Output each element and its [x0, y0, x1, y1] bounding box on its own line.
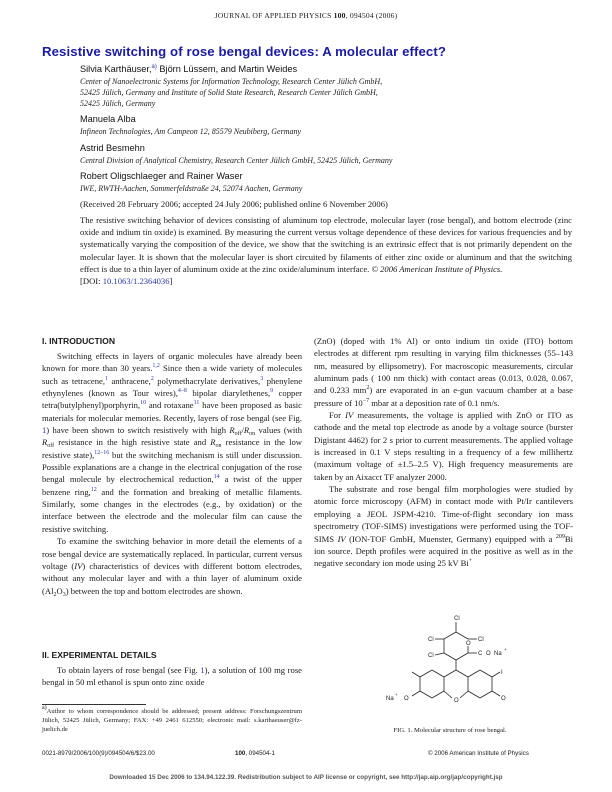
- author-footnote-link[interactable]: a): [151, 64, 157, 70]
- citation-link[interactable]: 1,2: [152, 363, 160, 370]
- math-sub: off: [234, 431, 242, 438]
- math: R: [243, 425, 250, 436]
- footnote-divider: [42, 704, 146, 705]
- figure-1-molecular-structure: [380, 610, 540, 705]
- affiliation-1: [80, 76, 382, 110]
- text: resistance in the high resistive state and: [54, 437, 211, 448]
- math: R: [229, 425, 235, 436]
- left-column-continued: [42, 664, 302, 689]
- text: Bi ion source. Depth profiles were acquired in the positive as well as in the negative secondary ion mode using 25 kV Bi: [314, 533, 574, 569]
- citation-link[interactable]: 10: [140, 400, 147, 407]
- text: ), a solution of 100 mg rose bengal in 50 ml ethanol is spun onto zinc oxide: [42, 665, 302, 688]
- author-names: Silvia Karthäuser,: [80, 64, 152, 74]
- text: anthracene,: [107, 375, 151, 386]
- c-label: C: [478, 651, 483, 657]
- author-line-2: Manuela Alba: [80, 114, 136, 124]
- math-sub: on: [215, 443, 222, 450]
- footer-copyright: © 2006 American Institute of Physics: [428, 750, 529, 757]
- citation-link[interactable]: 4–8: [177, 388, 187, 395]
- affiliation-line: Center of Nanoelectronic Systems for Information Technology, Research Center Jülich GmbH,: [80, 77, 383, 86]
- text: The substrate and rose bengal film morphologies were studied by atomic force microscopy (AFM) in contact mode with Pt/Ir cantilevers employing a JEOL JSPM-4210. Time-of-flight secondary ion mass spectrometry (TOF-SIMS) investigations were performed using the TOF-SIMS: [314, 484, 573, 544]
- experimental-paragraph-2: [314, 409, 573, 483]
- citation-link[interactable]: 12–16: [94, 449, 110, 456]
- experimental-paragraph-1: [42, 664, 302, 689]
- superscript: 2: [366, 385, 370, 392]
- superscript: −7: [362, 397, 370, 404]
- text: a twist of the upper benzene ring,: [42, 474, 302, 497]
- figure-1-caption: FIG. 1. Molecular structure of rose bengal.: [393, 727, 507, 734]
- citation-link[interactable]: 12: [90, 486, 97, 493]
- superscript: +: [468, 558, 473, 565]
- rose-bengal-structure-icon: [380, 610, 540, 705]
- na-label: Na: [386, 696, 394, 702]
- math-sub: off: [47, 443, 55, 450]
- intro-paragraph-2: [42, 535, 302, 597]
- author-names-rest: Björn Lüssem, and Martin Weides: [156, 64, 298, 74]
- figure-link[interactable]: 1: [200, 665, 205, 675]
- figure-link[interactable]: 1: [42, 425, 47, 436]
- superscript: 209: [555, 533, 565, 540]
- received-dates: (Received 28 February 2006; accepted 24 July 2006; published online 6 November 2006): [80, 199, 388, 209]
- math: R: [210, 437, 216, 448]
- affiliation-2: Infineon Technologies, Am Campeon 12, 85579 Neubiberg, Germany: [80, 127, 302, 136]
- affiliation-3: Central Division of Analytical Chemistry, Research Center Jülich GmbH, 52425 Jülich, Germany: [80, 156, 393, 165]
- journal-volume: 100: [333, 11, 346, 20]
- affiliation-line: 52425 Jülich, Germany: [80, 99, 156, 109]
- citation-link[interactable]: 2: [150, 375, 154, 382]
- abstract-text: The resistive switching behavior of devices consisting of aluminum top electrode, molecular layer (rose bengal), and bottom electrode (zinc oxide and indium tin oxide) is examined. By measuring the current versus voltage dependence of these devices for various frequencies and by systematically varying the composition of the device, we show that the switching is an extrinsic effect that is not primarily dependent on the molecular layer. It is shown that the molecular layer is short circuited by filaments of either zinc oxide or aluminum and that the switching effect is due to a thin layer of aluminum oxide at the zinc oxide/aluminum interface.: [80, 215, 572, 274]
- o-label: O: [404, 696, 409, 702]
- na-label: Na: [494, 651, 502, 657]
- text: phenylene ethynylenes (known as Tour wires),: [42, 375, 303, 399]
- citation-link[interactable]: 11: [193, 400, 200, 407]
- text: To examine the switching behavior in more detail the elements of a rose bengal device are systematically replaced. In particular, current versus voltage (: [42, 536, 302, 571]
- text: polymethacrylate derivatives,: [153, 375, 261, 386]
- math: IV: [74, 560, 83, 571]
- left-column: [42, 350, 302, 597]
- cl-label: Cl: [428, 653, 434, 659]
- text: resistance in the low resistive state),: [42, 437, 302, 460]
- o-label: O: [501, 696, 506, 702]
- charge-label: +: [504, 647, 507, 652]
- math-sub: on: [249, 431, 256, 438]
- math-sub: 2: [53, 591, 57, 598]
- math: IV: [337, 533, 346, 544]
- footnote-mark: a): [42, 705, 47, 711]
- abstract: [80, 214, 572, 287]
- doi-suffix: ]: [169, 276, 173, 287]
- cl-label: Cl: [454, 616, 460, 622]
- experimental-paragraph-3: [314, 483, 573, 569]
- text: have been proposed as basic materials for molecular memories. Recently, layers of rose bengal (see Fig.: [42, 400, 302, 423]
- i-label: I: [501, 670, 503, 676]
- footer-code: 0021-8979/2006/100(9)/094504/6/$23.00: [42, 750, 155, 757]
- text: Switching effects in layers of organic molecules have already been known for more than 30 years.: [42, 351, 302, 374]
- author-line-4: Robert Oligschlaeger and Rainer Waser: [80, 171, 243, 181]
- text: bipolar diarylethenes,: [186, 388, 271, 399]
- download-notice: Downloaded 15 Dec 2006 to 134.94.122.39. Redistribution subject to AIP license or copyright, see http://jap.aip.org/jap/copyright.jsp: [109, 774, 503, 781]
- text: /: [241, 425, 244, 436]
- right-column: [314, 335, 573, 570]
- math-sub: 3: [62, 591, 66, 598]
- text: To obtain layers of rose bengal (see Fig.: [57, 665, 201, 675]
- text: values (with: [255, 425, 302, 436]
- text: and rotaxane: [146, 400, 194, 411]
- experimental-paragraph-1-cont: [314, 335, 573, 409]
- text: measurements, the voltage is applied with ZnO or ITO as cathode and the metal top electrode as anode by a voltage source (burster Digistant 4462) for 2 s prior to current measurements. The applied voltage is increased in 0.1 V steps resulting in a frequency of a few millihertz (maximum voltage of ±1.5–2.5 V). High frequency measurements are taken by an Aixacct TF analyzer 2000.: [314, 410, 573, 482]
- section-heading-experimental: II. EXPERIMENTAL DETAILS: [42, 650, 157, 660]
- text: copper tetra(butylphenyl)porphyrin,: [42, 388, 303, 411]
- math: R: [42, 437, 48, 448]
- intro-paragraph-1: [42, 350, 302, 535]
- text: For: [329, 410, 346, 421]
- o-label: O: [486, 651, 491, 657]
- cl-label: Cl: [428, 637, 434, 643]
- math: IV: [345, 410, 354, 421]
- footer-volume: 100: [235, 750, 246, 757]
- text: ) characteristics of devices with different bottom electrodes, without any molecular layer and with a thin layer of aluminum oxide (Al: [42, 560, 302, 596]
- journal-article-id: , 094504 (2006): [345, 11, 398, 20]
- o-label: O: [466, 641, 471, 647]
- o-label: O: [454, 698, 459, 704]
- text: Since then a wide variety of molecules such as tetracene,: [42, 363, 303, 386]
- footnote-text: Author to whom correspondence should be addressed; present address: Forschungszentrum Jülich, 52425 Jülich, Germany; FAX: +49 2461 612550; electronic mail: s.karthaeuser@fz-juelich.de: [42, 708, 302, 734]
- text: ) are evaporated in an e-gun vacuum chamber at a base pressure of 10: [314, 385, 573, 408]
- footnote: [42, 707, 302, 735]
- doi-link[interactable]: 10.1063/1.2364036: [102, 276, 170, 287]
- affiliation-line: 52425 Jülich, Germany and Institute of Solid State Research, Research Center Jülich GmbH,: [80, 88, 378, 98]
- doi-prefix: [DOI:: [80, 276, 103, 287]
- text: (ION-TOF GmbH, Muenster, Germany) equipped with a: [345, 533, 556, 544]
- citation-link[interactable]: 3: [260, 375, 264, 382]
- journal-header: [0, 11, 612, 20]
- citation-link[interactable]: 14: [213, 474, 220, 481]
- text: ) have been shown to switch resistively with high: [46, 425, 230, 436]
- text: (ZnO) (doped with 1% Al) or onto indium tin oxide (ITO) bottom electrodes at different rpm resulting in varying film thicknesses (55–143 nm, measured by ellipsometry). For macroscopic measurements, circular aluminum pads ( 100 nm thick) with contact areas (0.013, 0.028, 0.067, and 0.233 mm: [314, 336, 573, 396]
- text: ) between the top and bottom electrodes are shown.: [65, 585, 243, 596]
- author-line-1: [80, 64, 297, 74]
- abstract-copyright: © 2006 American Institute of Physics.: [371, 263, 503, 274]
- text: and the formation and breaking of metallic filaments. Similarly, some changes in the electrodes (e.g., by oxidation) or the interface between the electrode and the molecular film can cause the resistive switching.: [42, 486, 302, 534]
- charge-label: +: [395, 692, 398, 697]
- footer-page: [235, 750, 275, 757]
- section-heading-introduction: I. INTRODUCTION: [42, 336, 116, 346]
- citation-link[interactable]: 9: [270, 388, 274, 395]
- citation-link[interactable]: 1: [104, 375, 108, 382]
- footer-page-number: , 094504-1: [245, 750, 275, 757]
- cl-label: Cl: [478, 637, 484, 643]
- journal-name: JOURNAL OF APPLIED PHYSICS: [214, 11, 332, 20]
- text: mbar at a deposition rate of 0.1 nm/s.: [369, 397, 500, 408]
- author-line-3: Astrid Besmehn: [80, 143, 145, 153]
- affiliation-4: IWE, RWTH-Aachen, Sommerfeldstraße 24, 52074 Aachen, Germany: [80, 184, 303, 193]
- text: O: [56, 585, 63, 596]
- article-title: Resistive switching of rose bengal devices: A molecular effect?: [42, 44, 446, 59]
- text: but the switching mechanism is still under discussion. Possible explanations are a change in the electrical conjugation of the rose bengal molecule by electrochemical reduction,: [42, 449, 302, 485]
